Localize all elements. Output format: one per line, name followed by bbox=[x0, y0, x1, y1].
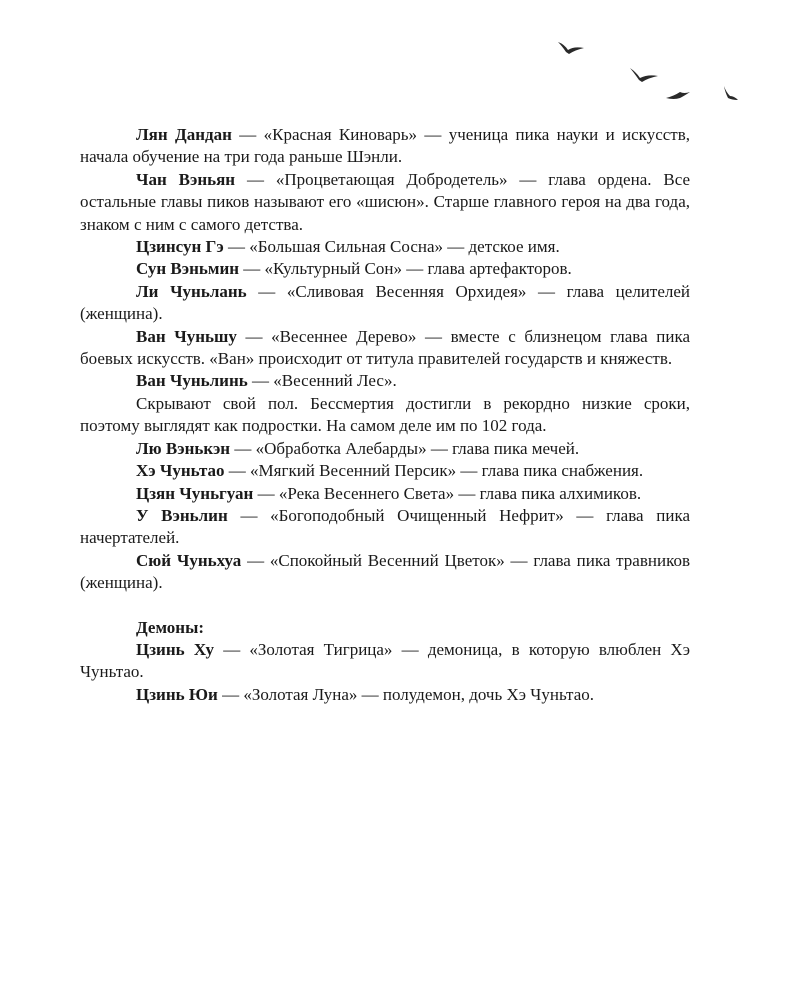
character-name: Хэ Чуньтао bbox=[136, 461, 225, 481]
glossary-entry bbox=[80, 483, 690, 505]
character-description: — «Сливовая Весенняя Орхидея» — глава целителей (женщина). bbox=[80, 281, 691, 324]
glossary-entry bbox=[80, 326, 690, 371]
character-description: — «Мягкий Весенний Персик» — глава пика снабжения. bbox=[224, 461, 644, 481]
character-name: Ли Чуньлань bbox=[136, 281, 247, 301]
character-name: Лян Дандан bbox=[136, 125, 232, 144]
character-description: — «Река Весеннего Света» — глава пика алхимиков. bbox=[253, 483, 642, 503]
character-name: Цзян Чуньгуан bbox=[136, 483, 254, 503]
glossary-entry bbox=[80, 438, 690, 460]
character-description: — «Красная Киноварь» — ученица пика науки и искусств, начала обучение на три года раньше Шэнли. bbox=[80, 125, 690, 167]
character-glossary bbox=[80, 124, 690, 706]
bird-icon bbox=[724, 86, 738, 100]
character-description: — «Богоподобный Очищенный Нефрит» — глава пика начертателей. bbox=[80, 505, 690, 548]
glossary-entry bbox=[80, 258, 690, 280]
character-description: — «Процветающая Добродетель» — глава ордена. Все остальные главы пиков называют его «шисюн». Старше главного героя на два года, знаком с ним с самого детства. bbox=[80, 169, 690, 234]
character-description: — «Большая Сильная Сосна» — детское имя. bbox=[223, 237, 560, 257]
character-name: Цзинсун Гэ bbox=[136, 237, 224, 257]
glossary-entry bbox=[80, 370, 690, 392]
character-description: — «Весенний Лес». bbox=[247, 371, 397, 391]
bird-icon bbox=[558, 42, 584, 54]
character-name: Цзинь Юи bbox=[136, 684, 218, 704]
bird-icon bbox=[666, 92, 690, 99]
section-heading bbox=[80, 617, 690, 639]
character-name: Ван Чуньлинь bbox=[136, 371, 248, 391]
demons-heading: Демоны: bbox=[136, 617, 205, 637]
glossary-entry bbox=[80, 639, 690, 684]
character-name: Сюй Чуньхуа bbox=[136, 550, 242, 570]
glossary-entry bbox=[80, 684, 690, 706]
character-description: — «Золотая Луна» — полудемон, дочь Хэ Чуньтао. bbox=[217, 684, 594, 704]
character-name: У Вэньлин bbox=[136, 505, 228, 525]
character-description: — «Спокойный Весенний Цветок» — глава пика травников (женщина). bbox=[80, 550, 690, 593]
character-name: Ван Чуньшу bbox=[136, 326, 237, 346]
bird-icon bbox=[630, 68, 658, 82]
glossary-note bbox=[80, 393, 690, 438]
glossary-entry bbox=[80, 281, 690, 326]
glossary-entry bbox=[80, 169, 690, 236]
glossary-entry bbox=[80, 505, 690, 550]
glossary-entry bbox=[80, 236, 690, 258]
note-text: Скрывают свой пол. Бессмертия достигли в рекордно низкие сроки, поэтому выглядят как подростки. На самом деле им по 102 года. bbox=[80, 393, 690, 436]
glossary-entry bbox=[80, 550, 690, 595]
flying-birds-icon bbox=[540, 30, 760, 110]
character-description: — «Весеннее Дерево» — вместе с близнецом глава пика боевых искусств. «Ван» происходит от титула правителей государств и княжеств. bbox=[80, 326, 690, 369]
character-name: Лю Вэнькэн bbox=[136, 438, 231, 458]
character-name: Чан Вэньян bbox=[136, 169, 236, 189]
character-name: Сун Вэньмин bbox=[136, 259, 240, 279]
glossary-entry bbox=[80, 124, 690, 169]
character-description: — «Обработка Алебарды» — глава пика мечей. bbox=[230, 438, 580, 458]
character-name: Цзинь Ху bbox=[136, 639, 214, 659]
glossary-entry bbox=[80, 460, 690, 482]
character-description: — «Золотая Тигрица» — демоница, в которую влюблен Хэ Чуньтао. bbox=[80, 639, 690, 682]
character-description: — «Культурный Сон» — глава артефакторов. bbox=[239, 259, 572, 279]
